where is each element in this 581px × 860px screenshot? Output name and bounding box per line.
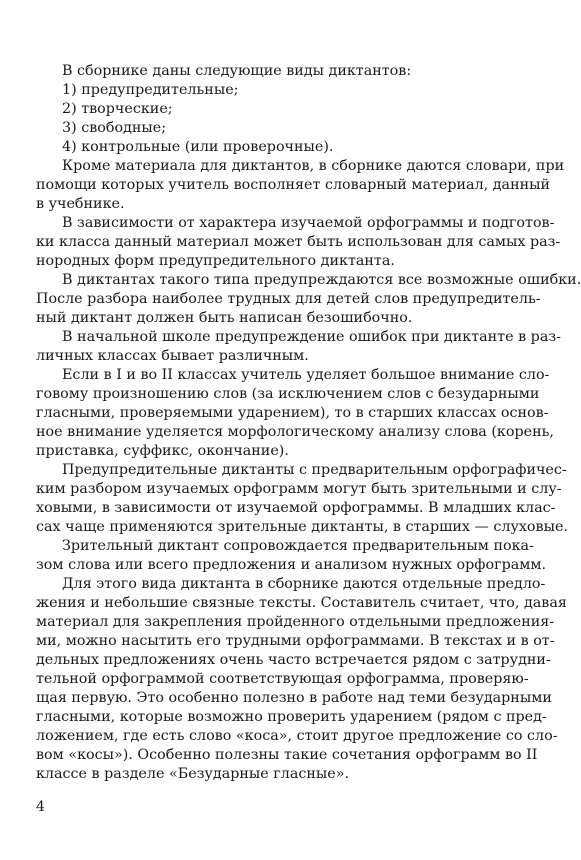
list-item: 1) предупредительные; bbox=[62, 82, 239, 98]
list-item: 3) свободные; bbox=[62, 120, 167, 136]
text-line: дельных предложениях очень часто встречается рядом с затрудни- bbox=[36, 652, 551, 668]
text-line: помощи которых учитель восполняет словарный материал, данный bbox=[36, 177, 551, 193]
text-line: тельной орфограммой соответствующая орфограмма, проверяю- bbox=[36, 671, 529, 687]
list-item: 4) контрольные (или проверочные). bbox=[62, 139, 334, 155]
text-line: ки класса данный материал может быть использован для самых раз- bbox=[36, 234, 561, 250]
text-line: ким разбором изучаемых орфограмм могут быть зрительными и слу- bbox=[36, 481, 562, 497]
text-line: личных классах бывает различным. bbox=[36, 348, 309, 364]
text-line: зом слова или всего предложения и анализом нужных орфограмм. bbox=[36, 557, 547, 573]
text-line: нородных форм предупредительного диктанта. bbox=[36, 253, 395, 269]
text-line: ми, можно насытить его трудными орфограммами. В текстах и в от- bbox=[36, 633, 555, 649]
text-line: ложением, где есть слово «коса», стоит другое предложение со сло- bbox=[36, 728, 558, 744]
text-line: ный диктант должен быть написан безошибочно. bbox=[36, 310, 413, 326]
page-number: 4 bbox=[36, 799, 45, 815]
text-line: Кроме материала для диктантов, в сборнике даются словари, при bbox=[62, 158, 565, 174]
list-item: 2) творческие; bbox=[62, 101, 173, 117]
text-line: Зрительный диктант сопровождается предварительным пока- bbox=[62, 538, 534, 554]
text-line: После разбора наиболее трудных для детей слов предупредитель- bbox=[36, 291, 541, 307]
text-line: щая первую. Это особенно полезно в работе над теми безударными bbox=[36, 690, 552, 706]
text-line: Предупредительные диктанты с предварительным орфографичес- bbox=[62, 462, 567, 478]
text-line: материал для закрепления пройденного отдельными предложения- bbox=[36, 614, 555, 630]
text-line: сах чаще применяются зрительные диктанты, в старших — слуховые. bbox=[36, 519, 568, 535]
text-line: классе в разделе «Безударные гласные». bbox=[36, 766, 350, 782]
text-line: Для этого вида диктанта в сборнике даются отдельные предло- bbox=[62, 576, 546, 592]
text-line: в учебнике. bbox=[36, 196, 125, 212]
text-line: В начальной школе предупреждение ошибок при диктанте в раз- bbox=[62, 329, 561, 345]
text-line: жения и небольшие связные тексты. Составитель считает, что, давая bbox=[36, 595, 567, 611]
text-line: вом «косы»). Особенно полезны такие сочетания орфограмм во II bbox=[36, 747, 538, 763]
page-body bbox=[36, 62, 581, 784]
text-line: гласными, которые возможно проверить ударением (рядом с пред- bbox=[36, 709, 547, 725]
text-line: В сборнике даны следующие виды диктантов: bbox=[62, 63, 412, 79]
text-line: гласными, проверяемыми ударением), то в старших классах основ- bbox=[36, 405, 549, 421]
text-line: приставка, суффикс, окончание). bbox=[36, 443, 289, 459]
text-line: ное внимание уделяется морфологическому анализу слова (корень, bbox=[36, 424, 554, 440]
text-line: Если в I и во II классах учитель уделяет большое внимание сло- bbox=[62, 367, 550, 383]
text-line: В зависимости от характера изучаемой орфограммы и подготов- bbox=[62, 215, 555, 231]
text-line: говому произношению слов (за исключением слов с безударными bbox=[36, 386, 540, 402]
text-line: В диктантах такого типа предупреждаются все возможные ошибки. bbox=[62, 272, 581, 288]
text-line: ховыми, в зависимости от изучаемой орфограммы. В младших клас- bbox=[36, 500, 556, 516]
